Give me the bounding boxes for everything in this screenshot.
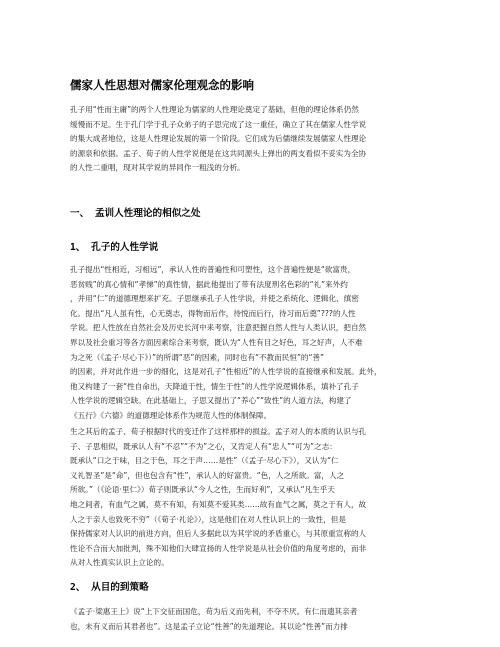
text-line: 界以及社会重习等各方面因素综合来考察，既认为“人性有目之好色，耳之好声，人不难 bbox=[70, 337, 363, 347]
text-line: 化。提出“凡人虽有性，心无奠志，得物而后作，待悦而后行，待习而后奠”???的人性 bbox=[70, 308, 356, 318]
text-line: 所欲。”（《论语·里仁》）荀子则既承认“今人之性，生而好利”，又承认“凡生乎天 bbox=[70, 485, 335, 495]
text-line: 人性学说的逻辑空缺。在此基础上，子思又提出了“养心”“致性”的人道方法，构建了 bbox=[70, 396, 352, 406]
text-line: 学说。把人性放在自然社会及历史长河中来考察，注意把握自然人性与人类认识，把自然 bbox=[70, 323, 367, 333]
text-line: 《五行》《六德》的道德理论体系作为规范人性的体制保障。 bbox=[70, 410, 272, 420]
text-line: 恶贫贱”的真心情和“孝悌”的真性情，据此他提出了带有法度刑名色彩的“礼”来外约 bbox=[70, 279, 348, 289]
text-line: 性论不合而大加批判，殊不知他们大肆宣扬的人性学说是从社会价值的角度考虑的，而非 bbox=[70, 543, 367, 553]
text-line: ，并用“仁”的道德理想来扩充。子思继承孔子人性学说，并使之系统化、逻辑化、缜密 bbox=[70, 294, 359, 304]
section-heading-1: 一、 孟训人性理论的相似之处 bbox=[70, 208, 201, 219]
text-line: 子、子思相似，既承认人有“不忍”“不为”之心，又肯定人有“忠人”“可为”之志： bbox=[70, 441, 337, 451]
text-line: 为之死（《孟子·尽心下》）”的所谓“恶”的因素，同时也有“不教而民恒”的“善” bbox=[70, 352, 324, 362]
text-line: 他又构建了一套“性自命出，天降道于性，情生于性”的人性学说逻辑体系，填补了孔子 bbox=[70, 381, 359, 391]
text-line: 也，未有义而后其君者也”。这是孟子立论“性善”的先道理论。其以论“性善”而力排 bbox=[70, 621, 348, 631]
text-line: 生之其后的孟子、荀子根据时代的变迁作了这样那样的损益。孟子对人的本质的认识与孔 bbox=[70, 427, 367, 436]
text-line: 孔子提出“性相近，习相远”，承认人性的普遍性和可塑性，这个普遍性便是“欲富贵， bbox=[70, 265, 356, 274]
section-heading-1-1: 1、 孔子的人性学说 bbox=[70, 242, 159, 253]
text-line: 孔子用“性而主庸”的两个人性理论为儒家的人性理论奠定了基础，但他的理论体系仍然 bbox=[70, 105, 359, 114]
text-line: 的集大成者地位，这是人性理论发展的第一个阶段。它们成为后儒继续发展儒家人性理论 bbox=[70, 134, 367, 144]
text-line: 人之于亲人也致死不穷”（《荀子·礼论》），这是他们在对人性认识上的一致性，但是 bbox=[70, 514, 346, 524]
text-line: 的源泉和依据。孟子、荀子的人性学说便是在这共同源头上弹出的两支看似不妥实为全协 bbox=[70, 148, 367, 158]
text-line: 从对人性真实认识上立论的。 bbox=[70, 558, 169, 568]
body-paragraph-1 bbox=[70, 263, 444, 424]
text-line: 地之间者，有血气之属，莫不有知，有知莫不爱其类……故有血气之属，莫之于有人，故 bbox=[70, 499, 367, 509]
text-line: 缓慢而不足。生于孔门学于孔子众弟子的子思完成了这一重任，确立了其在儒家人性学说 bbox=[70, 119, 367, 129]
intro-paragraph bbox=[70, 103, 444, 176]
document-title: 儒家人性思想对儒家伦理观念的影响 bbox=[70, 78, 254, 92]
text-line: 既承认“口之于味，目之于色，耳之于声……是性”（《孟子·尽心下》），又认为“仁 bbox=[70, 456, 339, 466]
text-line: 《孟子·梁惠王上》说“上下交征而国危，苟为后义而先利，不夺不厌。有仁而遗其亲者 bbox=[70, 607, 358, 616]
text-line: 义礼智圣”是“命”，但也包含有“性”，承认人的好富贵。“色，人之所欲。富，人之 bbox=[70, 470, 345, 480]
section-heading-2: 2、 从目的到策略 bbox=[70, 582, 149, 593]
body-paragraph-3 bbox=[70, 605, 444, 634]
body-paragraph-2 bbox=[70, 425, 444, 571]
text-line: 的因素，并对此作进一步的细化，这是对孔子“性相近”的人性学说的直接继承和发展。此外， bbox=[70, 367, 382, 377]
text-line: 的人性二重唱，现对其学说的异同作一粗浅的分析。 bbox=[70, 163, 245, 173]
text-line: 保持儒家对人认识的前进方向，但后人多据此以为其学说的矛盾重心，与其原重宣称的人 bbox=[70, 529, 367, 539]
